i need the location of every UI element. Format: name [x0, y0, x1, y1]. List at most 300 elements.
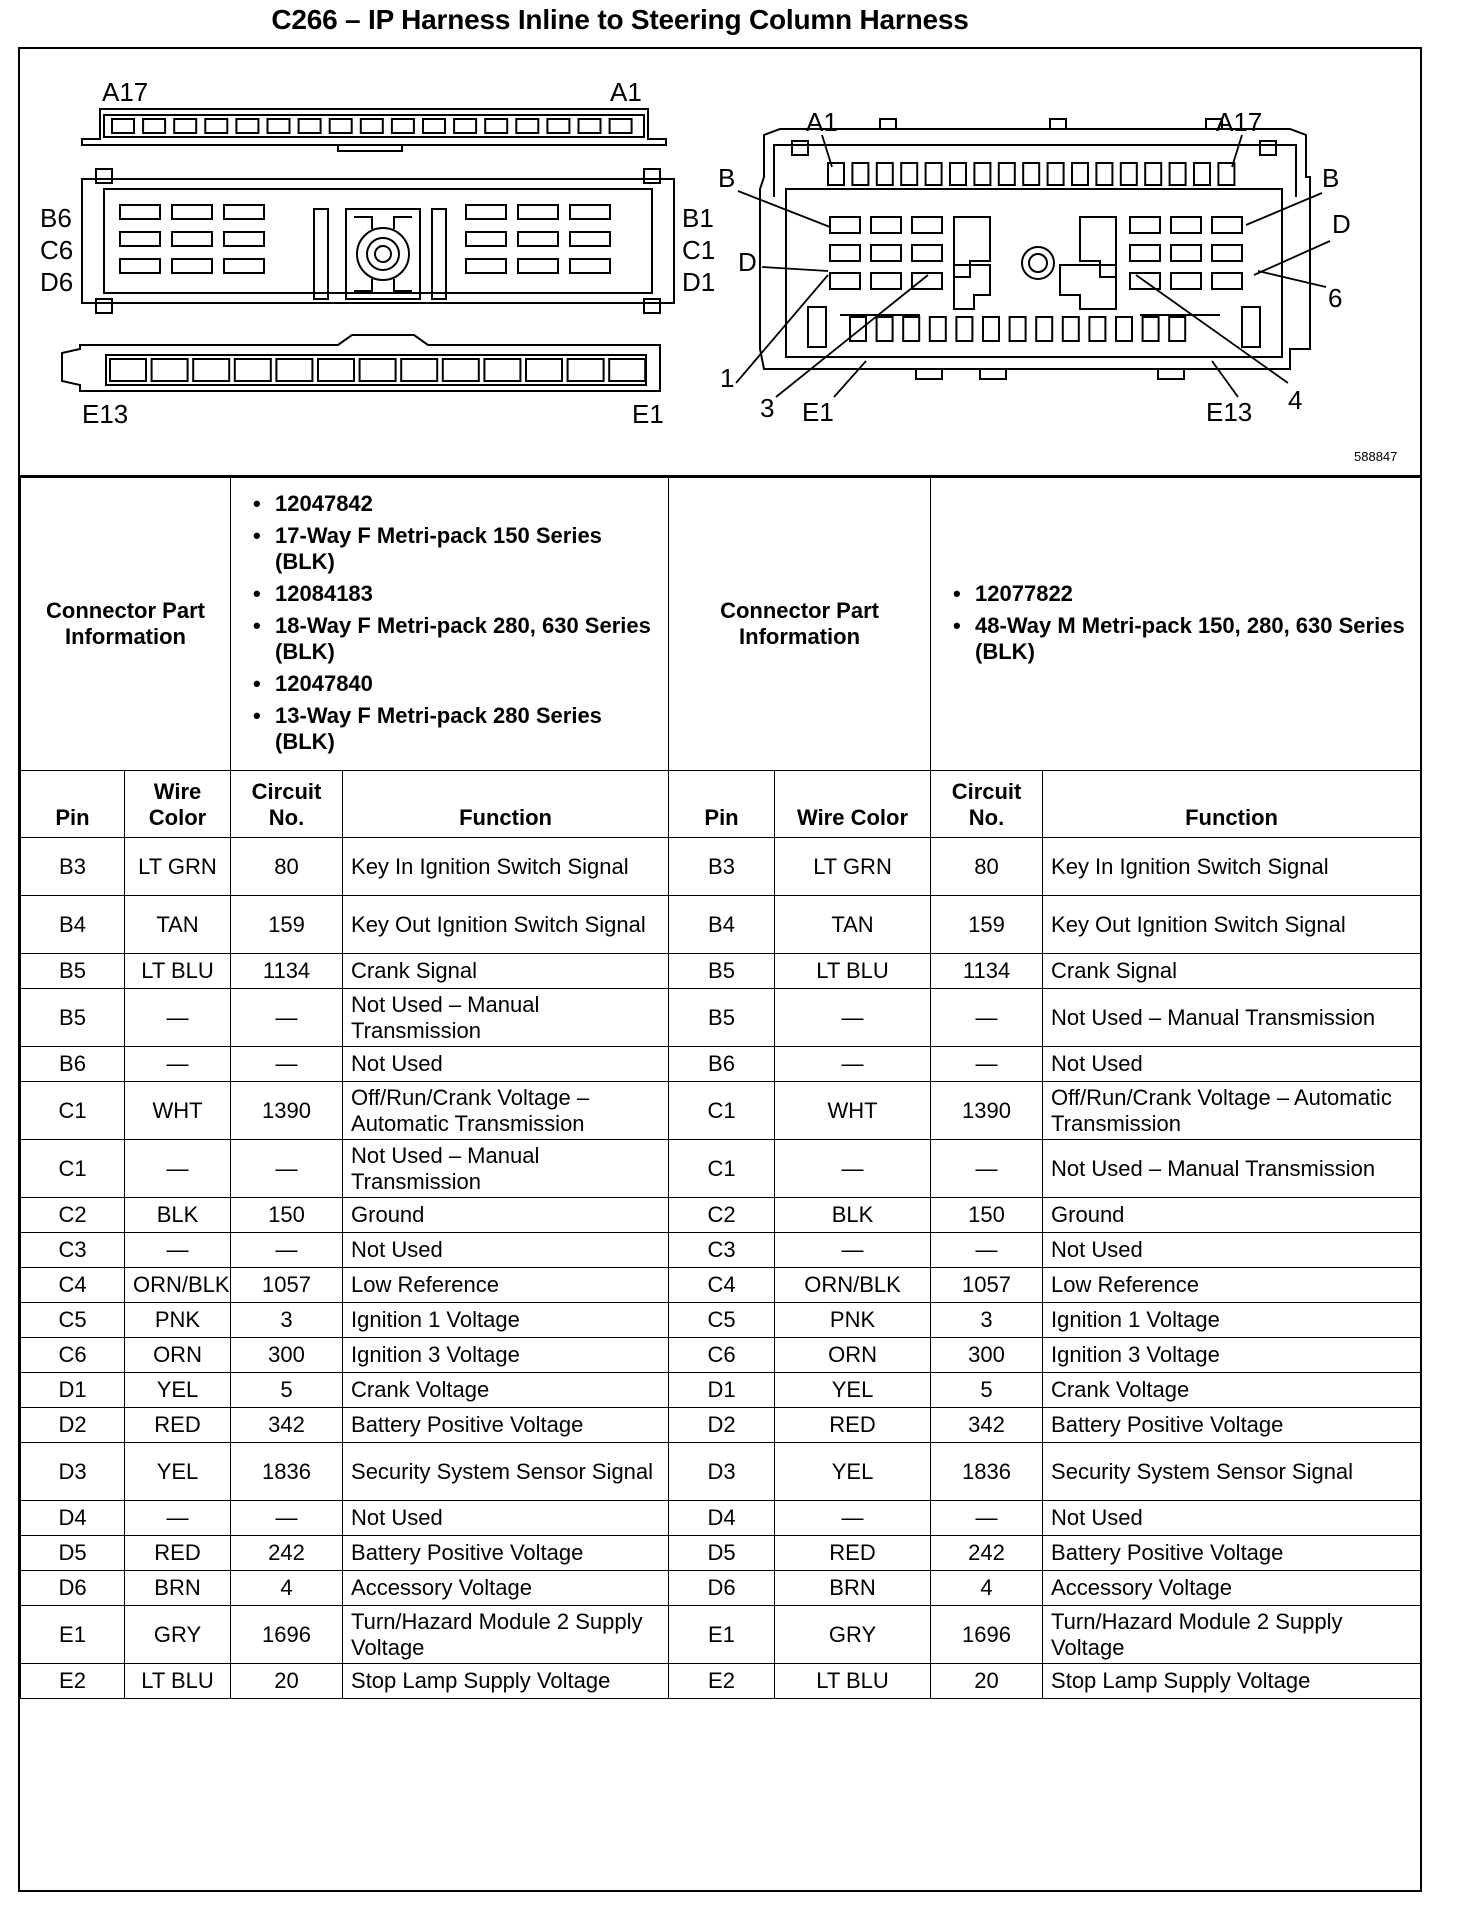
label-c1: C1 — [682, 235, 716, 265]
function-cell-right: Key Out Ignition Switch Signal — [1043, 896, 1421, 954]
label-right-d-left: D — [738, 247, 757, 277]
terminal-cavity — [926, 163, 942, 185]
function-cell-left: Off/Run/Crank Voltage – Automatic Transmission — [343, 1082, 669, 1140]
terminal-cavity — [1089, 317, 1105, 341]
function-cell-left: Crank Voltage — [343, 1373, 669, 1408]
circuit-cell-left: 20 — [231, 1664, 343, 1699]
function-cell-left: Not Used – Manual Transmission — [343, 989, 669, 1047]
wire-cell-right: WHT — [775, 1082, 931, 1140]
table-row — [21, 1338, 1421, 1373]
terminal-cavity — [903, 317, 919, 341]
col-function-right: Function — [1043, 771, 1421, 838]
terminal-cavity — [1170, 163, 1186, 185]
function-cell-left: Stop Lamp Supply Voltage — [343, 1664, 669, 1699]
function-cell-left: Battery Positive Voltage — [343, 1408, 669, 1443]
label-b6: B6 — [40, 203, 72, 233]
terminal-cavity — [205, 119, 227, 133]
page-title: C266 – IP Harness Inline to Steering Column Harness — [271, 4, 969, 35]
wire-cell-left: ORN/BLK — [125, 1268, 231, 1303]
pin-cell-left: C6 — [21, 1338, 125, 1373]
terminal-cavity — [1121, 163, 1137, 185]
terminal-cavity — [1036, 317, 1052, 341]
circuit-cell-left: — — [231, 1233, 343, 1268]
function-cell-right: Not Used — [1043, 1233, 1421, 1268]
terminal-cavity — [999, 163, 1015, 185]
pin-cell-left: B6 — [21, 1047, 125, 1082]
terminal-cavity — [518, 232, 558, 246]
circuit-cell-left: 4 — [231, 1571, 343, 1606]
pin-cell-right: B3 — [669, 838, 775, 896]
terminal-cavity — [443, 359, 479, 381]
connector-info-item-left: • 12047840 — [275, 671, 660, 697]
circuit-cell-right: 242 — [931, 1536, 1043, 1571]
circuit-cell-right: 159 — [931, 896, 1043, 954]
circuit-cell-left: 3 — [231, 1303, 343, 1338]
terminal-cavity — [392, 119, 414, 133]
label-right-3: 3 — [760, 393, 775, 423]
function-cell-left: Ignition 3 Voltage — [343, 1338, 669, 1373]
pin-cell-left: C1 — [21, 1082, 125, 1140]
pin-cell-right: B5 — [669, 954, 775, 989]
wire-cell-left: TAN — [125, 896, 231, 954]
terminal-cavity — [1130, 245, 1160, 261]
terminal-cavity — [1169, 317, 1185, 341]
wire-cell-left: — — [125, 1047, 231, 1082]
terminal-cavity — [466, 232, 506, 246]
function-cell-right: Turn/Hazard Module 2 Supply Voltage — [1043, 1606, 1421, 1664]
pin-cell-left: D4 — [21, 1501, 125, 1536]
wire-cell-left: — — [125, 1140, 231, 1198]
pin-cell-left: E2 — [21, 1664, 125, 1699]
wire-cell-right: PNK — [775, 1303, 931, 1338]
terminal-cavity — [830, 217, 860, 233]
function-cell-left: Battery Positive Voltage — [343, 1536, 669, 1571]
terminal-cavity — [224, 232, 264, 246]
terminal-cavity — [871, 217, 901, 233]
circuit-cell-left: 5 — [231, 1373, 343, 1408]
terminal-cavity — [526, 359, 562, 381]
terminal-cavity — [1072, 163, 1088, 185]
terminal-cavity — [235, 359, 271, 381]
function-cell-left: Ignition 1 Voltage — [343, 1303, 669, 1338]
wire-cell-left: ORN — [125, 1338, 231, 1373]
pin-cell-left: D5 — [21, 1536, 125, 1571]
connector-info-row — [21, 478, 1421, 771]
terminal-cavity — [871, 245, 901, 261]
wire-cell-right: LT BLU — [775, 954, 931, 989]
circuit-cell-right: 300 — [931, 1338, 1043, 1373]
terminal-cavity — [268, 119, 290, 133]
label-right-b-left: B — [718, 163, 736, 193]
connector-info-right — [931, 478, 1421, 771]
circuit-cell-right: — — [931, 1501, 1043, 1536]
figure-number: 588847 — [1354, 449, 1398, 464]
table-row — [21, 1408, 1421, 1443]
pin-cell-left: D6 — [21, 1571, 125, 1606]
pin-cell-right: C3 — [669, 1233, 775, 1268]
pin-cell-left: C5 — [21, 1303, 125, 1338]
terminal-cavity — [224, 205, 264, 219]
wire-cell-right: YEL — [775, 1443, 931, 1501]
table-row — [21, 1536, 1421, 1571]
wire-cell-right: RED — [775, 1408, 931, 1443]
function-cell-right: Not Used – Manual Transmission — [1043, 989, 1421, 1047]
circuit-cell-right: — — [931, 1233, 1043, 1268]
terminal-cavity — [570, 259, 610, 273]
terminal-cavity — [579, 119, 601, 133]
wire-cell-right: ORN/BLK — [775, 1268, 931, 1303]
function-cell-left: Not Used — [343, 1233, 669, 1268]
table-row — [21, 989, 1421, 1047]
circuit-cell-left: 159 — [231, 896, 343, 954]
function-cell-right: Security System Sensor Signal — [1043, 1443, 1421, 1501]
wire-cell-right: — — [775, 1501, 931, 1536]
terminal-cavity — [172, 205, 212, 219]
circuit-cell-right: 1390 — [931, 1082, 1043, 1140]
circuit-cell-right: — — [931, 1140, 1043, 1198]
terminal-cavity — [1048, 163, 1064, 185]
wire-cell-right: TAN — [775, 896, 931, 954]
function-cell-right: Not Used — [1043, 1501, 1421, 1536]
function-cell-right: Low Reference — [1043, 1268, 1421, 1303]
terminal-cavity — [1212, 217, 1242, 233]
terminal-cavity — [852, 163, 868, 185]
circuit-cell-right: 1836 — [931, 1443, 1043, 1501]
terminal-cavity — [570, 205, 610, 219]
terminal-cavity — [956, 317, 972, 341]
wire-cell-left: YEL — [125, 1443, 231, 1501]
connector-info-item-right: • 48-Way M Metri-pack 150, 280, 630 Series (BLK) — [975, 613, 1412, 665]
terminal-cavity — [112, 119, 134, 133]
terminal-cavity — [547, 119, 569, 133]
terminal-cavity — [518, 259, 558, 273]
circuit-cell-right: — — [931, 1047, 1043, 1082]
terminal-cavity — [360, 359, 396, 381]
connector-info-label-left: Connector Part Information — [21, 478, 231, 771]
terminal-cavity — [484, 359, 520, 381]
pin-cell-right: D4 — [669, 1501, 775, 1536]
connector-info-item-left: • 13-Way F Metri-pack 280 Series (BLK) — [275, 703, 660, 755]
function-cell-right: Crank Voltage — [1043, 1373, 1421, 1408]
pin-cell-right: E1 — [669, 1606, 775, 1664]
table-row — [21, 1606, 1421, 1664]
17-way-connector-face — [82, 109, 666, 151]
wire-cell-left: PNK — [125, 1303, 231, 1338]
terminal-cavity — [610, 119, 632, 133]
terminal-cavity — [1212, 273, 1242, 289]
table-row — [21, 1233, 1421, 1268]
terminal-cavity — [570, 232, 610, 246]
circuit-cell-right: 1134 — [931, 954, 1043, 989]
pin-cell-right: C2 — [669, 1198, 775, 1233]
terminal-cavity — [930, 317, 946, 341]
connector-info-item-left: • 12084183 — [275, 581, 660, 607]
function-cell-left: Low Reference — [343, 1268, 669, 1303]
circuit-cell-left: 1696 — [231, 1606, 343, 1664]
pinout-table — [20, 477, 1421, 1699]
terminal-cavity — [174, 119, 196, 133]
table-row — [21, 1664, 1421, 1699]
terminal-cavity — [299, 119, 321, 133]
terminal-cavity — [568, 359, 604, 381]
terminal-cavity — [1096, 163, 1112, 185]
wire-cell-left: GRY — [125, 1606, 231, 1664]
function-cell-left: Not Used — [343, 1501, 669, 1536]
label-right-4: 4 — [1288, 385, 1303, 415]
pin-cell-right: C1 — [669, 1140, 775, 1198]
wire-cell-left: — — [125, 989, 231, 1047]
function-cell-left: Security System Sensor Signal — [343, 1443, 669, 1501]
pin-cell-right: D2 — [669, 1408, 775, 1443]
terminal-cavity — [912, 245, 942, 261]
column-header-row — [21, 771, 1421, 838]
pin-cell-right: D6 — [669, 1571, 775, 1606]
pin-cell-right: C6 — [669, 1338, 775, 1373]
function-cell-right: Crank Signal — [1043, 954, 1421, 989]
label-a1: A1 — [610, 77, 642, 107]
table-row — [21, 954, 1421, 989]
pin-cell-left: D2 — [21, 1408, 125, 1443]
table-row — [21, 896, 1421, 954]
label-right-a1: A1 — [806, 107, 838, 137]
terminal-cavity — [276, 359, 312, 381]
wire-cell-right: BRN — [775, 1571, 931, 1606]
terminal-cavity — [466, 259, 506, 273]
terminal-cavity — [1063, 317, 1079, 341]
wire-cell-left: WHT — [125, 1082, 231, 1140]
wire-cell-left: — — [125, 1501, 231, 1536]
table-row — [21, 1047, 1421, 1082]
terminal-cavity — [1116, 317, 1132, 341]
pin-cell-left: C4 — [21, 1268, 125, 1303]
table-row — [21, 1082, 1421, 1140]
terminal-cavity — [152, 359, 188, 381]
terminal-cavity — [423, 119, 445, 133]
wire-cell-right: — — [775, 1140, 931, 1198]
pin-cell-right: B6 — [669, 1047, 775, 1082]
circuit-cell-right: 4 — [931, 1571, 1043, 1606]
wire-cell-left: BLK — [125, 1198, 231, 1233]
function-cell-left: Turn/Hazard Module 2 Supply Voltage — [343, 1606, 669, 1664]
terminal-cavity — [983, 317, 999, 341]
pin-cell-left: C1 — [21, 1140, 125, 1198]
wire-cell-right: ORN — [775, 1338, 931, 1373]
terminal-cavity — [850, 317, 866, 341]
wire-cell-right: YEL — [775, 1373, 931, 1408]
col-pin-left: Pin — [21, 771, 125, 838]
col-function-left: Function — [343, 771, 669, 838]
function-cell-right: Battery Positive Voltage — [1043, 1408, 1421, 1443]
table-row — [21, 1443, 1421, 1501]
pin-cell-left: E1 — [21, 1606, 125, 1664]
connector-info-item-left: • 12047842 — [275, 491, 660, 517]
pin-cell-left: C2 — [21, 1198, 125, 1233]
label-d6: D6 — [40, 267, 74, 297]
wire-cell-right: LT BLU — [775, 1664, 931, 1699]
label-a17: A17 — [102, 77, 149, 107]
pin-cell-left: B5 — [21, 989, 125, 1047]
wire-cell-left: BRN — [125, 1571, 231, 1606]
function-cell-right: Battery Positive Voltage — [1043, 1536, 1421, 1571]
terminal-cavity — [1010, 317, 1026, 341]
table-row — [21, 838, 1421, 896]
terminal-cavity — [1023, 163, 1039, 185]
terminal-cavity — [518, 205, 558, 219]
label-b1: B1 — [682, 203, 714, 233]
terminal-cavity — [901, 163, 917, 185]
terminal-cavity — [830, 245, 860, 261]
pin-cell-right: D3 — [669, 1443, 775, 1501]
table-row — [21, 1571, 1421, 1606]
label-right-1: 1 — [720, 363, 735, 393]
label-e1: E1 — [632, 399, 664, 429]
18-way-connector-face — [82, 169, 674, 313]
connector-drawing — [20, 49, 1420, 475]
terminal-cavity — [877, 317, 893, 341]
col-circuit-right: Circuit No. — [931, 771, 1043, 838]
terminal-cavity — [466, 205, 506, 219]
terminal-cavity — [236, 119, 258, 133]
wire-cell-left: LT BLU — [125, 1664, 231, 1699]
circuit-cell-left: 150 — [231, 1198, 343, 1233]
pin-cell-right: C1 — [669, 1082, 775, 1140]
terminal-cavity — [1171, 217, 1201, 233]
pin-cell-left: B3 — [21, 838, 125, 896]
connector-sheet — [18, 47, 1422, 1892]
function-cell-left: Key In Ignition Switch Signal — [343, 838, 669, 896]
terminal-cavity — [401, 359, 437, 381]
function-cell-left: Not Used — [343, 1047, 669, 1082]
connector-diagram — [20, 49, 1420, 477]
label-right-b-right: B — [1322, 163, 1340, 193]
terminal-cavity — [1171, 273, 1201, 289]
wire-cell-left: LT GRN — [125, 838, 231, 896]
terminal-cavity — [1145, 163, 1161, 185]
terminal-cavity — [193, 359, 229, 381]
circuit-cell-right: 1696 — [931, 1606, 1043, 1664]
circuit-cell-left: 1390 — [231, 1082, 343, 1140]
circuit-cell-right: 342 — [931, 1408, 1043, 1443]
table-row — [21, 1140, 1421, 1198]
function-cell-right: Not Used – Manual Transmission — [1043, 1140, 1421, 1198]
circuit-cell-right: — — [931, 989, 1043, 1047]
wire-cell-right: LT GRN — [775, 838, 931, 896]
13-way-connector-face — [62, 335, 660, 391]
col-wire-left: Wire Color — [125, 771, 231, 838]
label-right-e1: E1 — [802, 397, 834, 427]
terminal-cavity — [828, 163, 844, 185]
label-d1: D1 — [682, 267, 716, 297]
function-cell-right: Off/Run/Crank Voltage – Automatic Transmission — [1043, 1082, 1421, 1140]
table-row — [21, 1198, 1421, 1233]
terminal-cavity — [485, 119, 507, 133]
terminal-cavity — [143, 119, 165, 133]
terminal-cavity — [454, 119, 476, 133]
circuit-cell-left: 80 — [231, 838, 343, 896]
label-c6: C6 — [40, 235, 74, 265]
terminal-cavity — [516, 119, 538, 133]
function-cell-left: Key Out Ignition Switch Signal — [343, 896, 669, 954]
wire-cell-left: — — [125, 1233, 231, 1268]
pin-cell-right: D5 — [669, 1536, 775, 1571]
circuit-cell-left: — — [231, 1047, 343, 1082]
function-cell-right: Stop Lamp Supply Voltage — [1043, 1664, 1421, 1699]
circuit-cell-right: 80 — [931, 838, 1043, 896]
terminal-cavity — [361, 119, 383, 133]
label-right-6: 6 — [1328, 283, 1343, 313]
function-cell-right: Accessory Voltage — [1043, 1571, 1421, 1606]
terminal-cavity — [830, 273, 860, 289]
label-right-a17: A17 — [1216, 107, 1263, 137]
circuit-cell-left: — — [231, 1501, 343, 1536]
terminal-cavity — [172, 259, 212, 273]
circuit-cell-left: 242 — [231, 1536, 343, 1571]
terminal-cavity — [120, 259, 160, 273]
wire-cell-left: LT BLU — [125, 954, 231, 989]
col-circuit-left: Circuit No. — [231, 771, 343, 838]
circuit-cell-left: 1057 — [231, 1268, 343, 1303]
label-right-e13: E13 — [1206, 397, 1253, 427]
col-pin-right: Pin — [669, 771, 775, 838]
wire-cell-right: — — [775, 1047, 931, 1082]
terminal-cavity — [120, 205, 160, 219]
wire-cell-left: RED — [125, 1536, 231, 1571]
circuit-cell-left: 342 — [231, 1408, 343, 1443]
table-row — [21, 1303, 1421, 1338]
label-right-d-right: D — [1332, 209, 1351, 239]
circuit-cell-left: — — [231, 1140, 343, 1198]
connector-info-left — [231, 478, 669, 771]
wire-cell-right: BLK — [775, 1198, 931, 1233]
wire-cell-left: YEL — [125, 1373, 231, 1408]
pin-cell-right: B5 — [669, 989, 775, 1047]
table-row — [21, 1501, 1421, 1536]
circuit-cell-right: 20 — [931, 1664, 1043, 1699]
table-row — [21, 1268, 1421, 1303]
label-e13: E13 — [82, 399, 129, 429]
connector-info-item-right: • 12077822 — [975, 581, 1412, 607]
circuit-cell-right: 1057 — [931, 1268, 1043, 1303]
circuit-cell-left: — — [231, 989, 343, 1047]
terminal-cavity — [330, 119, 352, 133]
function-cell-left: Accessory Voltage — [343, 1571, 669, 1606]
function-cell-right: Ground — [1043, 1198, 1421, 1233]
pin-cell-left: D3 — [21, 1443, 125, 1501]
terminal-cavity — [1143, 317, 1159, 341]
terminal-cavity — [912, 217, 942, 233]
circuit-cell-left: 300 — [231, 1338, 343, 1373]
pin-cell-left: B4 — [21, 896, 125, 954]
terminal-cavity — [1212, 245, 1242, 261]
terminal-cavity — [224, 259, 264, 273]
terminal-cavity — [120, 232, 160, 246]
circuit-cell-right: 5 — [931, 1373, 1043, 1408]
function-cell-right: Ignition 1 Voltage — [1043, 1303, 1421, 1338]
pin-cell-right: E2 — [669, 1664, 775, 1699]
terminal-cavity — [609, 359, 645, 381]
circuit-cell-left: 1134 — [231, 954, 343, 989]
terminal-cavity — [1130, 217, 1160, 233]
pin-cell-left: D1 — [21, 1373, 125, 1408]
col-wire-right: Wire Color — [775, 771, 931, 838]
terminal-cavity — [1194, 163, 1210, 185]
wire-cell-right: GRY — [775, 1606, 931, 1664]
terminal-cavity — [110, 359, 146, 381]
pin-cell-left: B5 — [21, 954, 125, 989]
function-cell-right: Key In Ignition Switch Signal — [1043, 838, 1421, 896]
function-cell-right: Not Used — [1043, 1047, 1421, 1082]
connector-info-item-left: • 17-Way F Metri-pack 150 Series (BLK) — [275, 523, 660, 575]
